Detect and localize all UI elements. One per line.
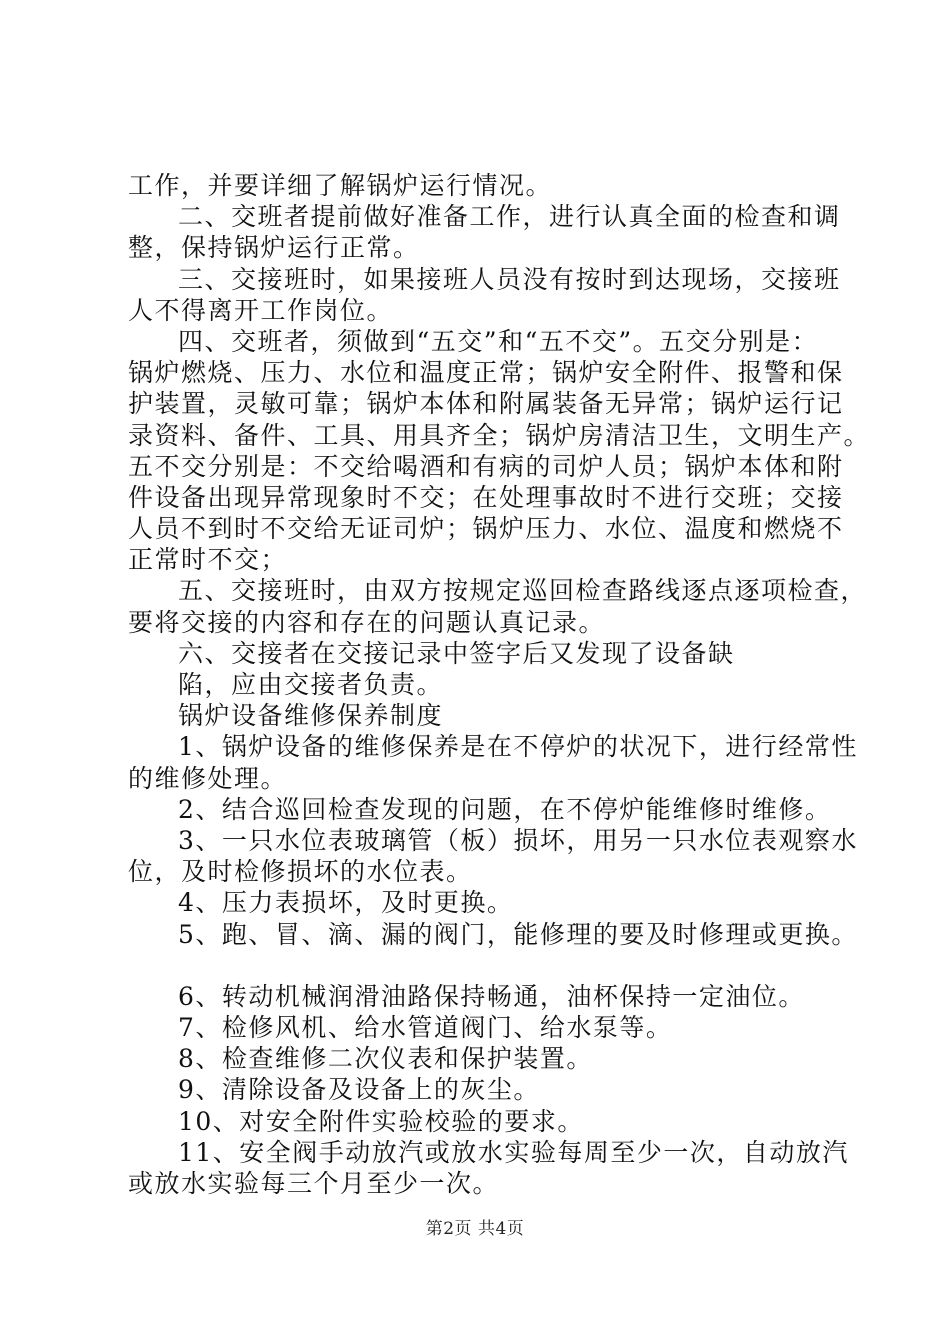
text-line: 3、一只水位表玻璃管（板）损坏，用另一只水位表观察水: [178, 825, 858, 855]
text-line: 要将交接的内容和存在的问题认真记录。: [128, 607, 606, 637]
page-number: 第2页 共4页: [425, 1219, 525, 1239]
text-line: 工作，并要详细了解锅炉运行情况。: [128, 171, 553, 200]
text-line: 录资料、备件、工具、用具齐全；锅炉房清洁卫生，文明生产。: [128, 420, 871, 450]
text-line: 四、交班者，须做到“五交”和“五不交”。五交分别是：: [178, 326, 819, 356]
text-line: 2、结合巡回检查发现的问题，在不停炉能维修时维修。: [178, 794, 832, 824]
text-line: 7、检修风机、给水管道阀门、给水泵等。: [178, 1013, 673, 1043]
text-line: 9、清除设备及设备上的灰尘。: [178, 1075, 540, 1105]
text-line: 5、跑、冒、滴、漏的阀门，能修理的要及时修理或更换。: [178, 919, 858, 949]
text-line: 人不得离开工作岗位。: [128, 295, 394, 325]
text-line: 五不交分别是：不交给喝酒和有病的司炉人员；锅炉本体和附: [128, 451, 844, 481]
text-line: 位，及时检修损坏的水位表。: [128, 857, 473, 887]
page-footer: [0, 1214, 950, 1239]
text-line: 六、交接者在交接记录中签字后又发现了设备缺: [178, 638, 735, 668]
document-body: [128, 170, 871, 1199]
text-line: 锅炉燃烧、压力、水位和温度正常；锅炉安全附件、报警和保: [128, 358, 844, 388]
text-line: 8、检查维修二次仪表和保护装置。: [178, 1044, 593, 1074]
text-line: 整，保持锅炉运行正常。: [128, 233, 420, 263]
text-line: 正常时不交；: [128, 545, 288, 575]
text-line: 三、交接班时，如果接班人员没有按时到达现场，交接班: [178, 264, 841, 294]
text-line: 1、锅炉设备的维修保养是在不停炉的状况下，进行经常性: [178, 732, 858, 762]
text-line: 护装置，灵敏可靠；锅炉本体和附属装备无异常；锅炉运行记: [128, 389, 844, 419]
text-line: 或放水实验每三个月至少一次。: [128, 1169, 500, 1198]
text-line: 陷，应由交接者负责。: [178, 670, 444, 699]
section-title: 锅炉设备维修保养制度: [178, 701, 444, 731]
text-line: 11、安全阀手动放汽或放水实验每周至少一次，自动放汽: [178, 1137, 849, 1167]
text-line: 4、压力表损坏，及时更换。: [178, 888, 514, 918]
text-line: 10、对安全附件实验校验的要求。: [178, 1106, 584, 1136]
text-line: 五、交接班时，由双方按规定巡回检查路线逐点逐项检查，: [178, 576, 868, 606]
text-line: 6、转动机械润滑油路保持畅通，油杯保持一定油位。: [178, 981, 805, 1011]
text-line: 人员不到时不交给无证司炉；锅炉压力、水位、温度和燃烧不: [128, 514, 844, 544]
paragraph-group-1: [128, 170, 871, 950]
text-line: 件设备出现异常现象时不交；在处理事故时不进行交班；交接: [128, 482, 844, 512]
paragraph-group-2: [128, 981, 848, 1199]
text-line: 二、交班者提前做好准备工作，进行认真全面的检查和调: [178, 202, 841, 232]
paragraph-gap: [128, 950, 848, 981]
text-line: 的维修处理。: [128, 763, 288, 793]
